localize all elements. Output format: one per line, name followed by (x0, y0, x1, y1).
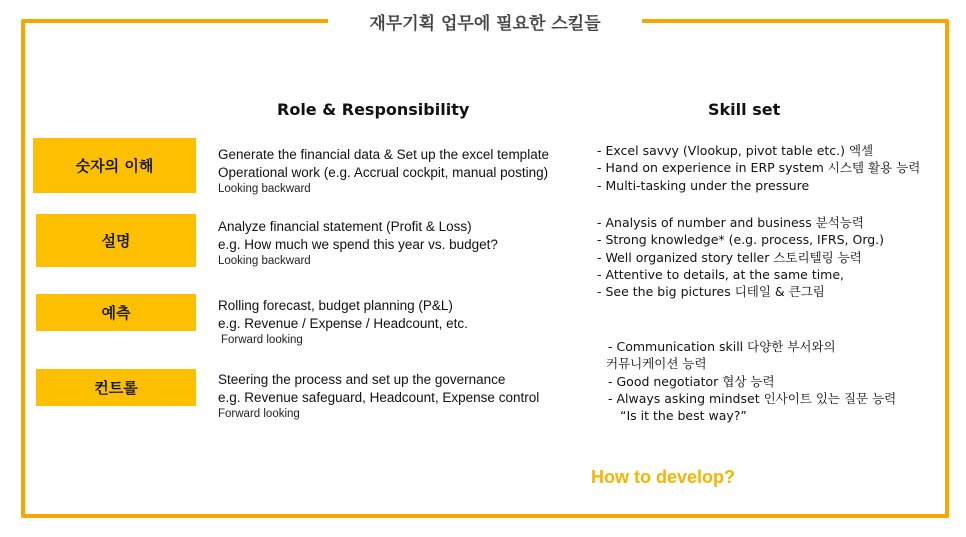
skill-line: - Communication skill 다양한 부서와의 (608, 339, 836, 354)
skill-line: 커뮤니케이션 능력 (606, 356, 707, 372)
page-title: 재무기획 업무에 필요한 스킬들 (369, 14, 601, 34)
role-note: Looking backward (218, 255, 311, 267)
skill-line: - Multi-tasking under the pressure (597, 177, 810, 193)
role-line: Steering the process and set up the governance (218, 372, 506, 387)
role-block-explanation (218, 218, 498, 270)
role-line: e.g. Revenue safeguard, Headcount, Expense control (218, 389, 540, 405)
role-block-control (218, 371, 539, 423)
role-line: Generate the financial data & Set up the excel template (218, 147, 549, 162)
role-note: Forward looking (221, 334, 303, 346)
role-line: Analyze financial statement (Profit & Loss) (218, 219, 472, 234)
area-label-numbers: 숫자의 이해 (33, 138, 196, 193)
role-block-forecast (218, 297, 468, 349)
skill-line: - Always asking mindset 인사이트 있는 질문 능력 (608, 390, 897, 406)
role-line (218, 164, 549, 182)
skill-line: - Good negotiator 협상 능력 (608, 373, 775, 389)
role-block-numbers (218, 146, 549, 198)
skill-group-analysis (597, 214, 884, 300)
area-label-control: 컨트롤 (36, 369, 196, 406)
role-note: Forward looking (218, 408, 300, 420)
role-line: e.g. How much we spend this year vs. budget? (218, 236, 498, 252)
skill-group-numbers (597, 142, 920, 194)
role-column-header: Role & Responsibility (277, 100, 470, 119)
skill-line: - See the big pictures 디테일 & 큰그림 (597, 284, 825, 300)
area-label-explanation: 설명 (36, 214, 196, 267)
role-line: e.g. Revenue / Expense / Headcount, etc. (218, 315, 468, 331)
area-label-forecast: 예측 (36, 294, 196, 331)
skill-line: - Hand on experience in ERP system 시스템 활용 능력 (597, 160, 921, 176)
skill-line: - Analysis of number and business 분석능력 (597, 215, 864, 230)
role-line-text: Operational work (e.g. Accrual cockpit, manual posting) (218, 164, 549, 180)
skill-line: - Excel savvy (Vlookup, pivot table etc.) 엑셀 (597, 143, 874, 158)
role-line: Rolling forecast, budget planning (P&L) (218, 298, 453, 313)
skill-group-communication (608, 338, 896, 424)
skill-line: - Strong knowledge* (e.g. process, IFRS, Org.) (597, 232, 885, 248)
skill-line: - Well organized story teller 스토리텔링 능력 (597, 249, 862, 265)
how-to-develop-text: How to develop? (591, 467, 735, 487)
skill-line: - Attentive to details, at the same time, (597, 266, 845, 282)
skill-column-header: Skill set (708, 100, 781, 119)
role-note: Looking backward (218, 183, 311, 195)
skill-line: “Is it the best way?” (620, 408, 747, 424)
